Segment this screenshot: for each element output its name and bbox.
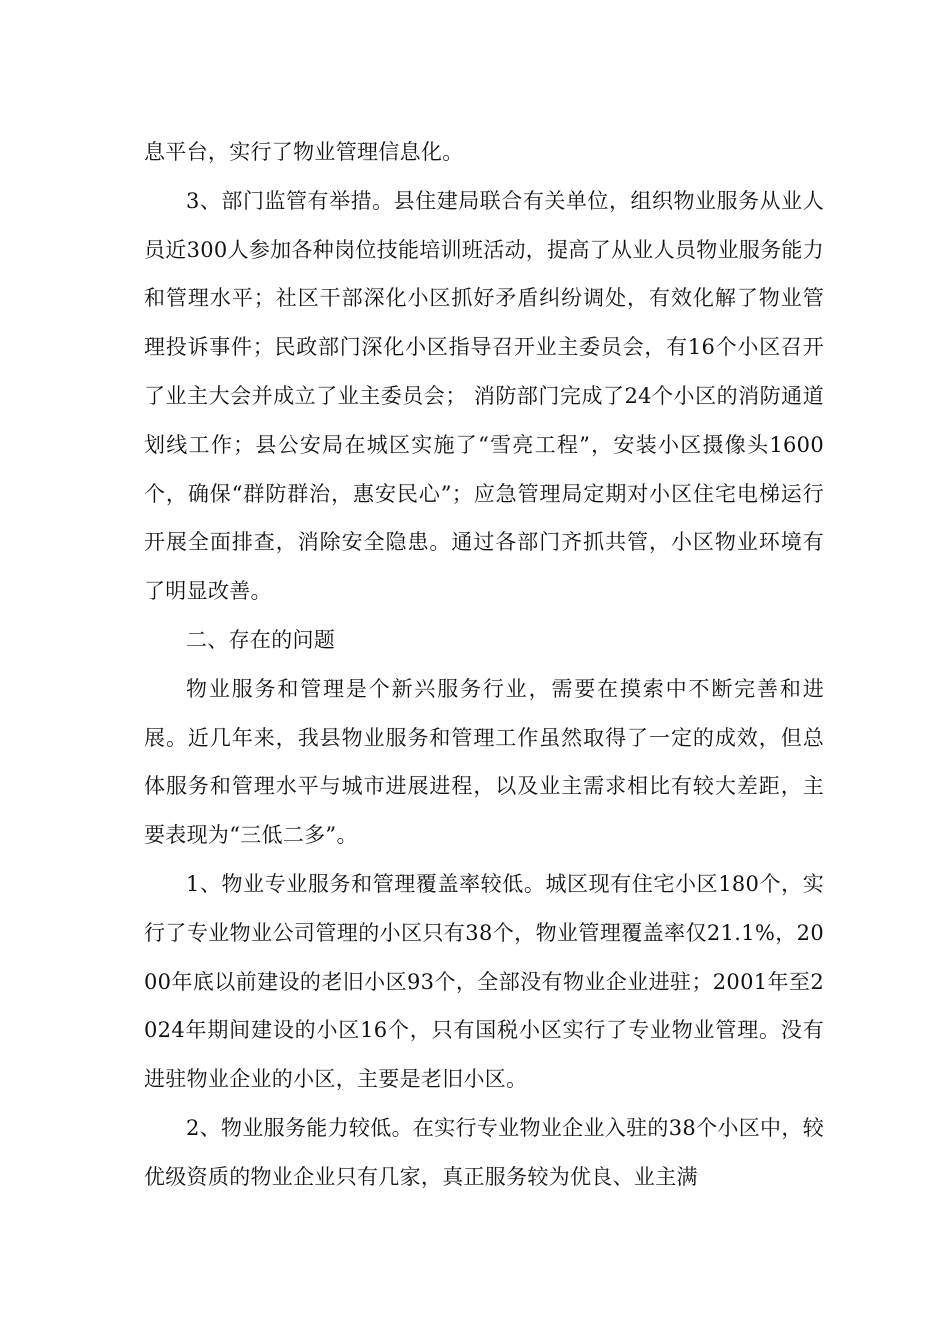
paragraph-department-supervision: 3、部门监管有举措。县住建局联合有关单位，组织物业服务从业人员近300人参加各种岗位技能培训班活动，提高了从业人员物业服务能力和管理水平；社区干部深化小区抓好矛盾纠纷调处，有效化解了物业管理投诉事件；民政部门深化小区指导召开业主委员会，有16个小区召开了业主大会并成立了业主委员会； 消防部门完成了24个小区的消防通道划线工作；县公安局在城区实施了“雪亮工程”，安装小区摄像头1600个，确保“群防群治，惠安民心”；应急管理局定期对小区住宅电梯运行开展全面排查，消除安全隐患。通过各部门齐抓共管，小区物业环境有了明显改善。 — [144, 188, 824, 604]
paragraph-coverage-rate: 1、物业专业服务和管理覆盖率较低。城区现有住宅小区180个，实行了专业物业公司管理的小区只有38个，物业管理覆盖率仅21.1%，2000年底以前建设的老旧小区93个，全部没有物业企业进驻；2001年至2024年期间建设的小区16个，只有国税小区实行了专业物业管理。没有进驻物业企业的小区，主要是老旧小区。 — [144, 871, 824, 1092]
paragraph-service-capability: 2、物业服务能力较低。在实行专业物业企业入驻的38个小区中，较优级资质的物业企业只有几家，真正服务较为优良、业主满 — [144, 1115, 824, 1189]
document-body — [144, 128, 824, 1202]
paragraph-problems-overview: 物业服务和管理是个新兴服务行业，需要在摸索中不断完善和进展。近几年来，我县物业服务和管理工作虽然取得了一定的成效，但总体服务和管理水平与城市进展进程，以及业主需求相比有较大差距，主要表现为“三低二多”。 — [144, 676, 824, 848]
section-heading-existing-problems: 二、存在的问题 — [186, 627, 336, 652]
paragraph-continuation: 息平台，实行了物业管理信息化。 — [144, 140, 464, 164]
